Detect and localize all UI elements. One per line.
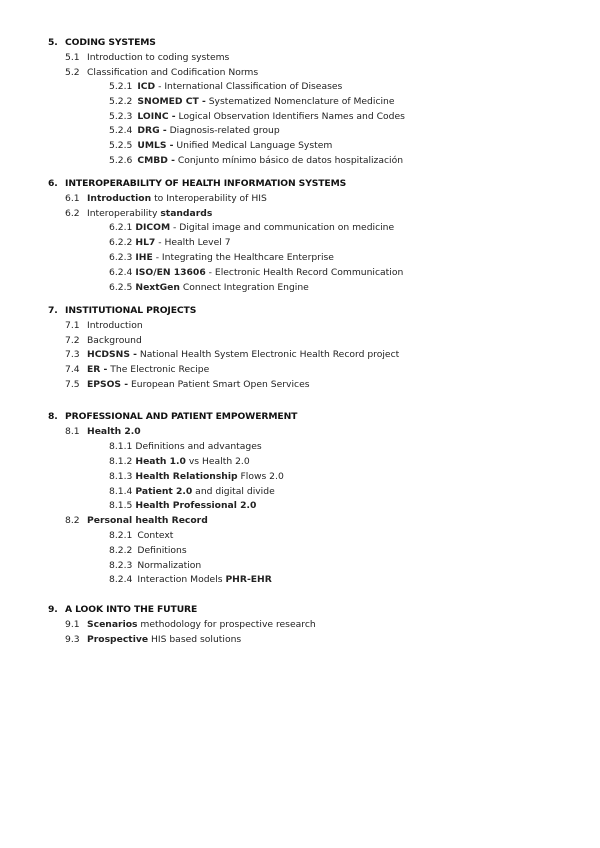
toc-item: 7.5 EPSOS - European Patient Smart Open Services: [65, 379, 310, 390]
toc-subitem: 5.2.5 UMLS - Unified Medical Language System: [109, 140, 333, 151]
toc-item: 7.4 ER - The Electronic Recipe: [65, 364, 210, 375]
toc-subitem: 5.2.2 SNOMED CT - Systematized Nomenclature of Medicine: [109, 96, 395, 107]
toc-item: 8.2 Personal health Record: [65, 515, 208, 526]
toc-subitem: 6.2.5 NextGen Connect Integration Engine: [109, 282, 309, 293]
toc-item: 7.3 HCDSNS - National Health System Electronic Health Record project: [65, 349, 400, 360]
toc-item: 9.1 Scenarios methodology for prospective research: [65, 619, 316, 630]
toc-subitem: 6.2.4 ISO/EN 13606 - Electronic Health Record Communication: [109, 267, 404, 278]
toc-subitem: 6.2.2 HL7 - Health Level 7: [109, 237, 231, 248]
toc-item: 8.1 Health 2.0: [65, 426, 141, 437]
section-heading: 9. A LOOK INTO THE FUTURE: [48, 604, 198, 615]
toc-subitem: 5.2.4 DRG - Diagnosis-related group: [109, 125, 280, 136]
toc-item: 9.3 Prospective HIS based solutions: [65, 634, 242, 645]
section-heading: 6. INTEROPERABILITY OF HEALTH INFORMATION SYSTEMS: [48, 178, 347, 189]
section-heading: 7. INSTITUTIONAL PROJECTS: [48, 305, 197, 316]
toc-subitem: 8.2.2 Definitions: [109, 545, 187, 556]
toc-subitem: 6.2.1 DICOM - Digital image and communication on medicine: [109, 222, 395, 233]
section-heading: 5. CODING SYSTEMS: [48, 37, 156, 48]
toc-subitem: 6.2.3 IHE - Integrating the Healthcare Enterprise: [109, 252, 334, 263]
toc-item: 6.1 Introduction to Interoperability of HIS: [65, 193, 267, 204]
toc-subitem: 8.2.4 Interaction Models PHR-EHR: [109, 574, 272, 585]
toc-subitem: 5.2.3 LOINC - Logical Observation Identifiers Names and Codes: [109, 111, 405, 122]
toc-item: 5.2 Classification and Codification Norms: [65, 67, 259, 78]
toc-subitem: 8.2.3 Normalization: [109, 560, 202, 571]
toc-subitem: 8.1.1 Definitions and advantages: [109, 441, 262, 452]
toc-subitem: 5.2.1 ICD - International Classification of Diseases: [109, 81, 343, 92]
toc-item: 7.1 Introduction: [65, 320, 143, 331]
section-heading: 8. PROFESSIONAL AND PATIENT EMPOWERMENT: [48, 411, 298, 422]
toc-item: 5.1 Introduction to coding systems: [65, 52, 230, 63]
toc-item: 6.2 Interoperability standards: [65, 208, 213, 219]
toc-subitem: 8.1.4 Patient 2.0 and digital divide: [109, 486, 275, 497]
toc-subitem: 8.1.5 Health Professional 2.0: [109, 500, 257, 511]
toc-item: 7.2 Background: [65, 335, 142, 346]
toc-subitem: 8.2.1 Context: [109, 530, 174, 541]
toc-subitem: 5.2.6 CMBD - Conjunto mínimo básico de datos hospitalización: [109, 155, 404, 166]
toc-subitem: 8.1.2 Heath 1.0 vs Health 2.0: [109, 456, 250, 467]
toc-subitem: 8.1.3 Health Relationship Flows 2.0: [109, 471, 284, 482]
